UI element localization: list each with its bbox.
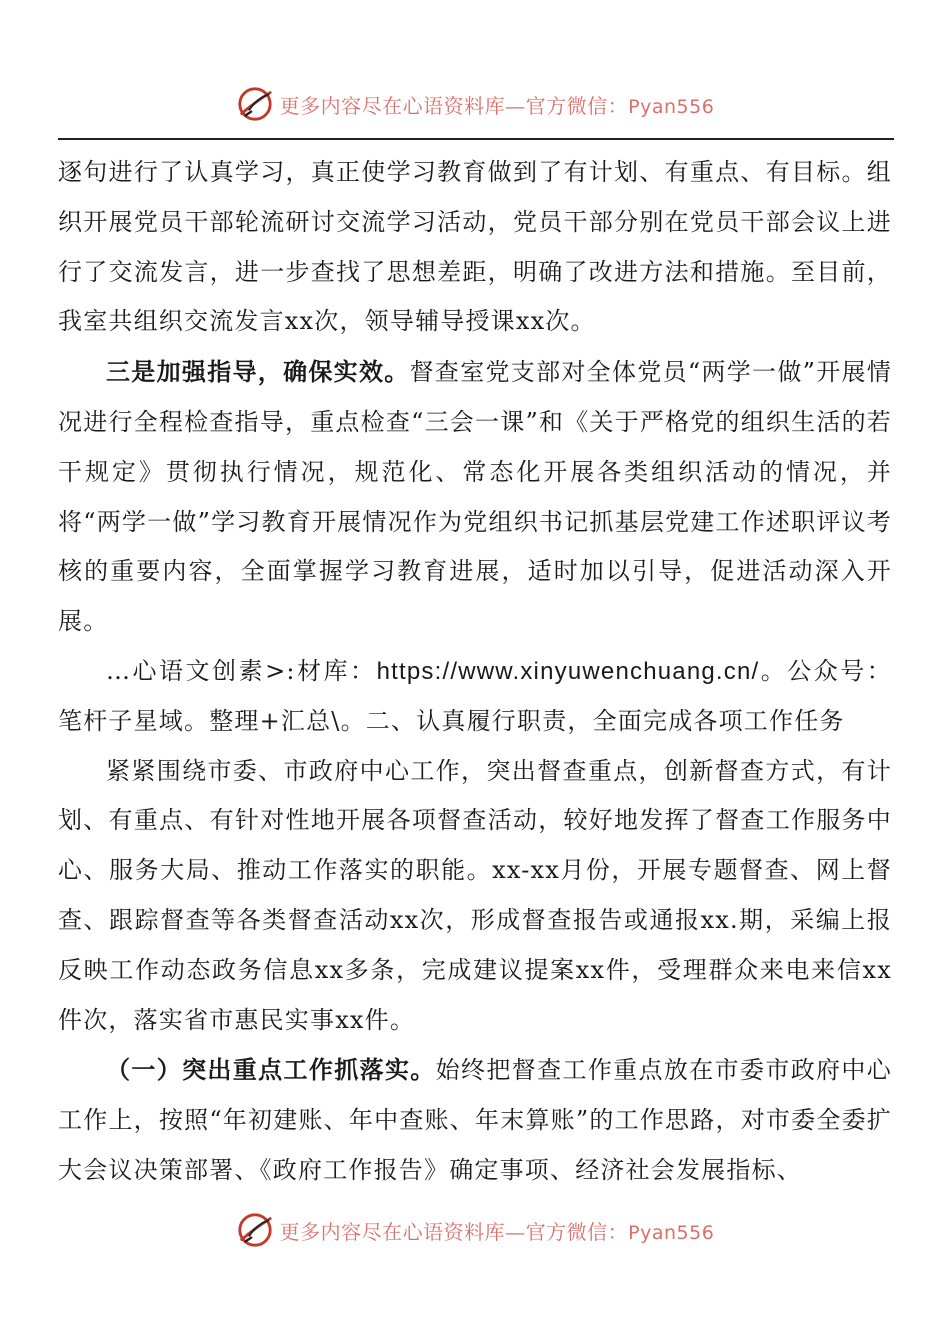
paragraph-4: 紧紧围绕市委、市政府中心工作，突出督查重点，创新督查方式，有计划、有重点、有针对性地开展各项督查活动，较好地发挥了督查工作服务中心、服务大局、推动工作落实的职能。xx-xx月份，开展专题督查、网上督查、跟踪督查等各类督查活动xx次，形成督查报告或通报xx.期，采编上报反映工作动态政务信息xx多条，完成建议提案xx件，受理群众来电来信xx件次，落实省市惠民实事xx件。: [58, 756, 892, 1034]
paragraph-2: 三是加强指导，确保实效。督查室党支部对全体党员“两学一做”开展情况进行全程检查指导，重点检查“三会一课”和《关于严格党的组织生活的若干规定》贯彻执行情况，规范化、常态化开展各类组织活动的情况，并将“两学一做”学习教育开展情况作为党组织书记抓基层党建工作述职评议考核的重要内容，全面掌握学习教育进展，适时加以引导，促进活动深入开展。: [58, 357, 892, 636]
paragraph-5-heading: （一）突出重点工作抓落实。: [106, 1055, 436, 1085]
paragraph-5: （一）突出重点工作抓落实。始终把督查工作重点放在市委市政府中心工作上，按照“年初建账、年中查账、年末算账”的工作思路，对市委全委扩大会议决策部署、《政府工作报告》确定事项、经济社会发展指标、: [58, 1055, 892, 1184]
paragraph-1: 逐句进行了认真学习，真正使学习教育做到了有计划、有重点、有目标。组织开展党员干部轮流研讨交流学习活动，党员干部分别在党员干部会议上进行了交流发言，进一步查找了思想差距，明确了改进方法和措施。至目前，我室共组织交流发言xx次，领导辅导授课xx次。: [58, 158, 892, 336]
watermark-header: [0, 84, 950, 124]
watermark-text: 更多内容尽在心语资料库—官方微信：Pyan556: [279, 93, 715, 118]
header-rule: [58, 138, 894, 140]
paragraph-3: …心语文创素>:材库：https://www.xinyuwenchuang.cn/。公众号：笔杆子星域。整理+汇总\。二、认真履行职责，全面完成各项工作任务: [58, 656, 892, 735]
quill-logo-icon: [236, 1211, 274, 1249]
paragraph-2-heading: 三是加强指导，确保实效。: [106, 357, 410, 387]
watermark-footer: [0, 1210, 950, 1250]
quill-logo-icon: [236, 85, 274, 123]
source-url: https://www.xinyuwenchuang.cn/: [376, 657, 760, 685]
watermark-text: 更多内容尽在心语资料库—官方微信：Pyan556: [279, 1219, 715, 1244]
document-body: [58, 148, 892, 1196]
